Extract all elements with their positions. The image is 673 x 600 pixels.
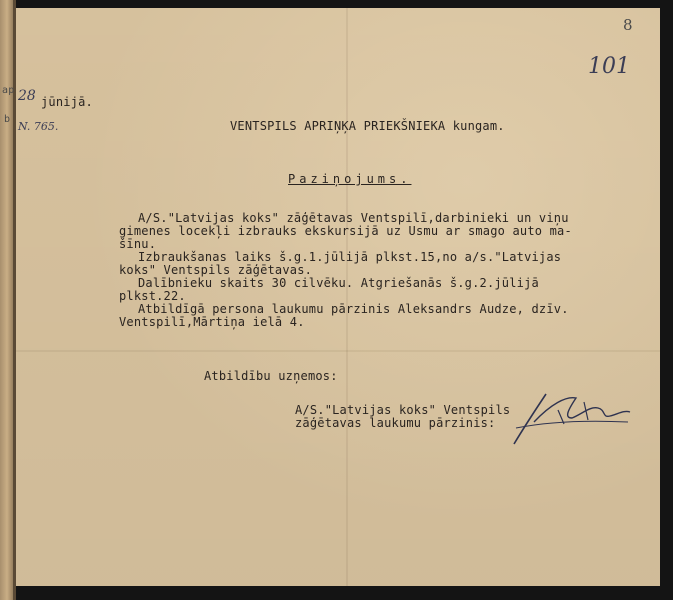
body-line: plkst.22. — [119, 289, 186, 303]
responsibility-line: Atbildību uzņemos: — [204, 369, 338, 383]
fold-crease-horizontal — [16, 350, 660, 352]
document-page — [16, 8, 660, 586]
body-line: Atbildīgā persona laukumu pārzinis Aleksandrs Audze, dzīv. — [138, 302, 569, 316]
margin-fragment-top: ap — [2, 85, 15, 96]
body-line: šīnu. — [119, 237, 157, 251]
body-line: Izbraukšanas laiks š.g.1.jūlijā plkst.15,no a/s."Latvijas — [138, 250, 562, 264]
body-line: gimenes locekļi izbrauks ekskursijā uz Usmu ar smago auto ma- — [119, 224, 572, 238]
body-line: koks" Ventspils zāģētavas. — [119, 263, 313, 277]
date-day: 28 — [18, 88, 36, 104]
signature-title: zāģētavas laukumu pārzinis: — [295, 416, 496, 430]
signature-org: A/S."Latvijas koks" Ventspils — [295, 403, 511, 417]
date-month: jūnijā. — [41, 95, 93, 109]
body-line: Ventspilī,Mārtiņa ielā 4. — [119, 315, 305, 329]
body-line: Dalībnieku skaits 30 cilvēku. Atgriešanās š.g.2.jūlijā — [138, 276, 539, 290]
fold-crease-vertical — [346, 8, 348, 586]
archive-number: 101 — [588, 54, 630, 79]
handwritten-signature — [506, 384, 636, 448]
document-title: Paziņojums. — [288, 172, 412, 186]
body-line: A/S."Latvijas koks" zāģētavas Ventspilī,darbinieki un viņu — [138, 211, 569, 225]
registration-number: N. 765. — [18, 120, 59, 133]
page-number: 8 — [623, 16, 633, 34]
addressee: VENTSPILS APRIŅĶA PRIEKŠNIEKA kungam. — [230, 119, 505, 133]
margin-fragment-bottom: b — [4, 114, 11, 125]
